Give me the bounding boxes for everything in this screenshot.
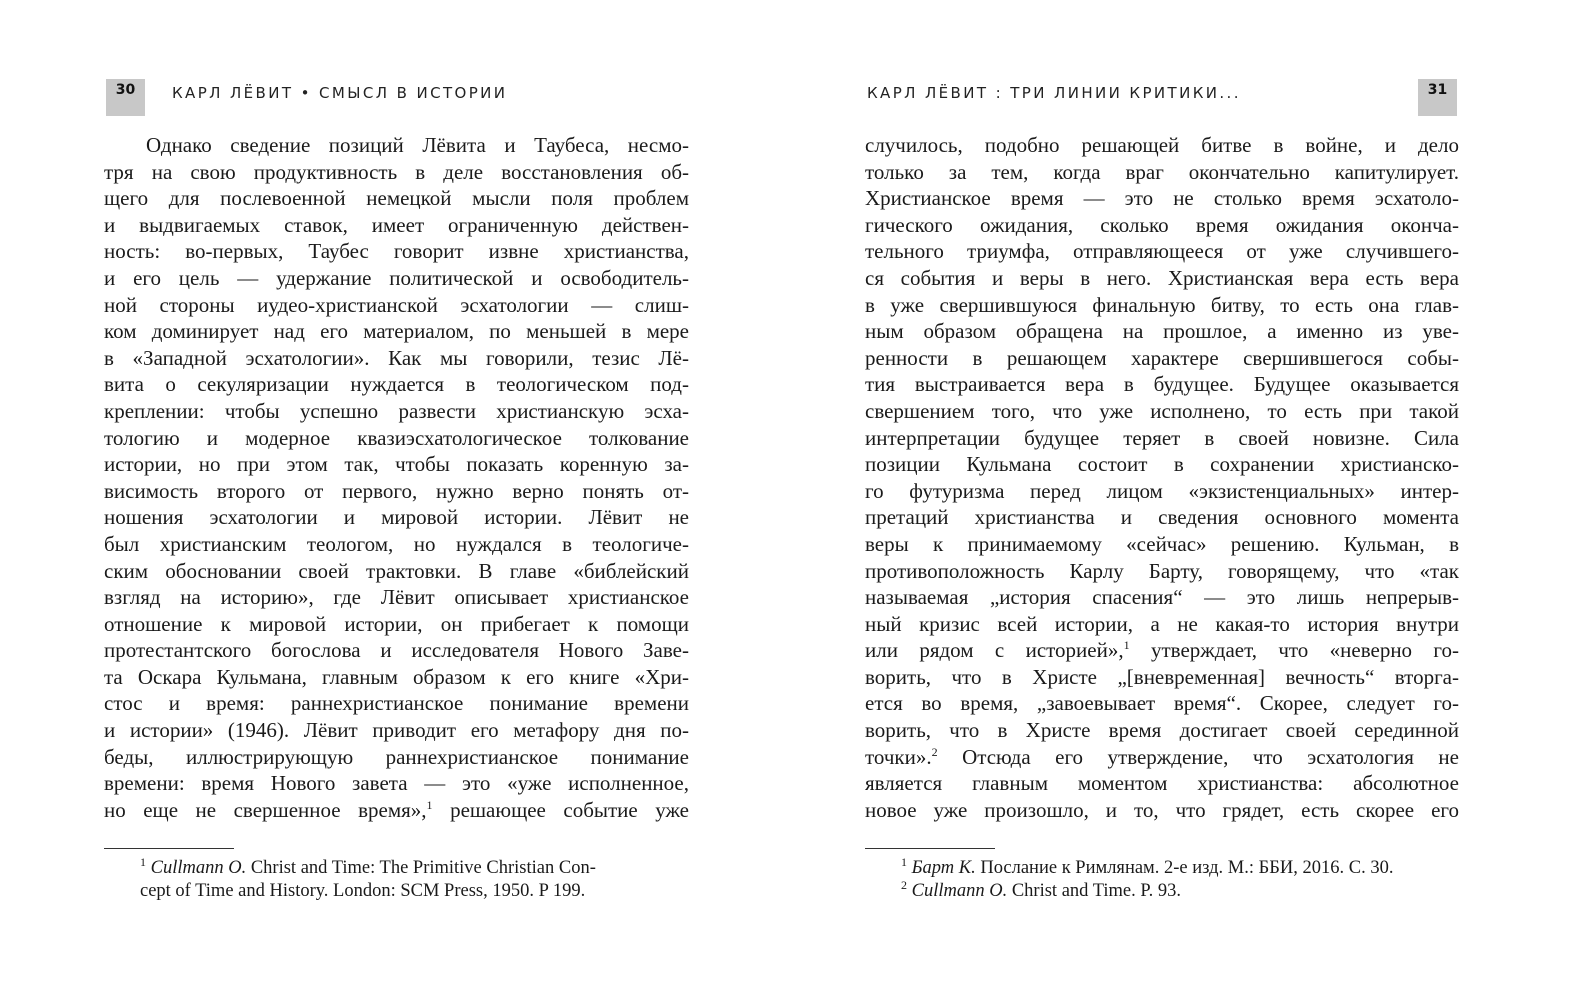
footnote-mark: 1 [901, 854, 907, 869]
footnote-author: Cullmann O. [150, 858, 247, 878]
text-line: ся события и веры в него. Христианская вера есть вера [865, 265, 1459, 290]
footnote-rule [865, 848, 995, 849]
text-line: Однако сведение позиций Лёвита и Таубеса, несмо- [146, 133, 689, 157]
text-line [865, 744, 1459, 771]
page-number: 30 [106, 79, 145, 116]
text-line: креплении: чтобы успешно развести христианскую эсха- [104, 398, 689, 423]
text-line: висимость второго от первого, нужно верно понять от- [104, 478, 689, 503]
text-line: является главным моментом христианства: абсолютное [865, 771, 1459, 796]
footnote-text: Послание к Римлянам. 2-е изд. М.: ББИ, 2016. С. 30. [980, 858, 1394, 878]
text-line: ный кризис всей истории, а не какая-то история внутри [865, 611, 1459, 636]
text-line: отношение к мировой истории, он прибегает к помощи [104, 611, 689, 636]
text-line: тия выстраивается вера в будущее. Будущее оказывается [865, 372, 1459, 397]
text-line: та Оскара Кульмана, главным образом к его книге «Хри- [104, 664, 689, 689]
footnote-2 [865, 877, 1459, 903]
footnote-reference[interactable]: 2 [931, 744, 938, 759]
text-line: противоположность Карлу Барту, говорящему, что «так [865, 558, 1459, 583]
footnote-1-continuation: cept of Time and History. London: SCM Press, 1950. P 199. [140, 881, 586, 901]
text-line: щего для послевоенной немецкой мысли поля проблем [104, 186, 689, 211]
footnote-author: Cullmann O. [911, 881, 1008, 901]
text-line: и истории» (1946). Лёвит приводит его метафору дня по- [104, 718, 689, 743]
text-line: тря на свою продуктивность в деле восстановления об- [104, 159, 689, 184]
text-line: в уже свершившуюся финальную битву, то есть она глав- [865, 292, 1459, 317]
text-fragment: точки». [865, 744, 932, 769]
text-line: стос и время: раннехристианское понимание времени [104, 691, 689, 716]
footnote-1 [865, 854, 1459, 880]
text-line: ношения эсхатологии и мировой истории. Лёвит не [104, 505, 689, 530]
right-page [787, 0, 1574, 1000]
footnotes [104, 854, 689, 903]
text-line: ворить, что в Христе „[вневременная] вечность“ вторга- [865, 664, 1459, 689]
footnote-mark: 2 [901, 877, 907, 892]
text-line: протестантского богослова и исследователя Нового Заве- [104, 638, 689, 663]
text-line: вита о секуляризации нуждается в теологическом под- [104, 372, 689, 397]
footnotes [865, 854, 1459, 903]
text-line: тельного триумфа, отправляющееся от уже случившего- [865, 239, 1459, 264]
running-head: КАРЛ ЛЁВИТ • СМЫСЛ В ИСТОРИИ [172, 84, 508, 102]
text-fragment: но еще не свершенное время», [104, 797, 427, 822]
text-line [865, 637, 1459, 664]
text-line: Христианское время — это не столько время эсхатоло- [865, 186, 1459, 211]
text-line: новое уже произошло, и то, что грядет, есть скорее его [865, 797, 1459, 822]
text-line: свершением того, что уже исполнено, то есть при такой [865, 398, 1459, 423]
text-fragment: или рядом с историей», [865, 638, 1124, 663]
body-text [104, 132, 689, 823]
text-line: го футуризма перед лицом «экзистенциальных» интер- [865, 478, 1459, 503]
text-line: веры к принимаемому «сейчас» решению. Кульман, в [865, 531, 1459, 556]
text-line: ность: во-первых, Таубес говорит извне христианства, [104, 239, 689, 264]
body-text [865, 132, 1459, 823]
text-line: ной стороны иудео-христианской эсхатологии — слиш- [104, 292, 689, 317]
text-line: только за тем, когда враг окончательно капитулирует. [865, 159, 1459, 184]
text-line [104, 797, 689, 824]
text-fragment: решающее событие уже [450, 797, 690, 822]
text-line: ется во время, „завоевывает время“. Скорее, следует го- [865, 691, 1459, 716]
text-line: ным образом обращена на прошлое, а именно из уве- [865, 319, 1459, 344]
text-line: ренности в решающем характере свершившегося собы- [865, 345, 1459, 370]
footnote-text: Christ and Time. P. 93. [1011, 881, 1181, 901]
page-number: 31 [1418, 79, 1457, 116]
text-line: претаций христианства и сведения основного момента [865, 505, 1459, 530]
text-line: в «Западной эсхатологии». Как мы говорили, тезис Лё- [104, 345, 689, 370]
running-head: КАРЛ ЛЁВИТ : ТРИ ЛИНИИ КРИТИКИ... [867, 84, 1241, 102]
text-fragment: Отсюда его утверждение, что эсхатология не [962, 744, 1459, 769]
text-line: случилось, подобно решающей битве в войне, и дело [865, 133, 1459, 157]
text-line: и выдвигаемых ставок, имеет ограниченную действен- [104, 212, 689, 237]
footnote-mark: 1 [140, 854, 146, 869]
text-line: взгляд на историю», где Лёвит описывает христианское [104, 585, 689, 610]
text-line: тологию и модерное квазиэсхатологическое толкование [104, 425, 689, 450]
text-line: был христианским теологом, но нуждался в теологиче- [104, 531, 689, 556]
text-line: ком доминирует над его материалом, по меньшей в мере [104, 319, 689, 344]
text-line: гического ожидания, сколько время ожидания оконча- [865, 212, 1459, 237]
text-fragment: утверждает, что «неверно го- [1150, 638, 1459, 663]
text-line: истории, но при этом так, чтобы показать коренную за- [104, 452, 689, 477]
footnote-reference[interactable]: 1 [1123, 638, 1130, 653]
footnote-text: Christ and Time: The Primitive Christian Con- [250, 858, 596, 878]
footnote-rule [104, 848, 234, 849]
footnote-author: Барт К. [911, 858, 976, 878]
text-line: интерпретации будущее теряет в своей новизне. Сила [865, 425, 1459, 450]
text-line: ворить, что в Христе время достигает своей серединной [865, 718, 1459, 743]
text-line: ским обосновании своей трактовки. В главе «библейский [104, 558, 689, 583]
text-line: беды, иллюстрирующую раннехристианское понимание [104, 744, 689, 769]
text-line: называемая „история спасения“ — это лишь непрерыв- [865, 585, 1459, 610]
text-line: и его цель — удержание политической и освободитель- [104, 265, 689, 290]
footnote-reference[interactable]: 1 [426, 797, 433, 812]
text-line: времени: время Нового завета — это «уже исполненное, [104, 771, 689, 796]
text-line: позиции Кульмана состоит в сохранении христианско- [865, 452, 1459, 477]
footnote-1 [104, 854, 689, 880]
